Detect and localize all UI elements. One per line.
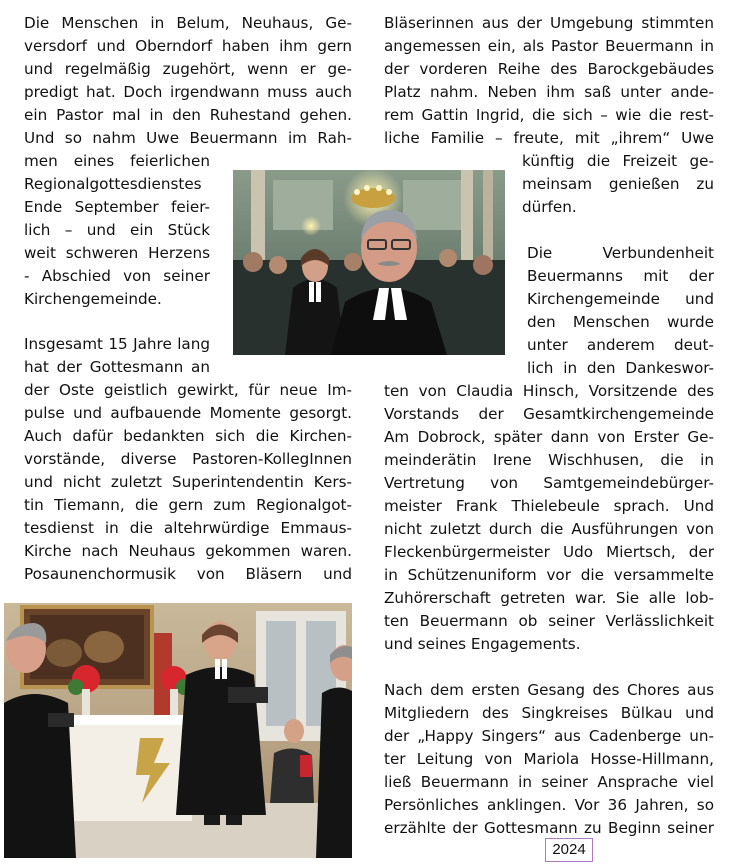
right-line-13: den Menschen wurde bbox=[527, 313, 714, 331]
left-line-2: versdorf und Oberndorf haben ihm gern bbox=[24, 37, 352, 55]
left-line-12: - Abschied von seiner bbox=[24, 267, 210, 285]
right-line-31: ter Leitung von Mariola Hosse-Hillmann, bbox=[384, 750, 714, 768]
right-line-3: der vorderen Reihe des Barockgebäudes bbox=[384, 60, 714, 78]
year-label: 2024 bbox=[545, 838, 593, 862]
right-line-11: Beuermanns mit der bbox=[527, 267, 714, 285]
right-line-34: erzählte der Gottesmann zu Beginn seiner bbox=[384, 819, 714, 837]
left-line-9: Ende September feier- bbox=[24, 198, 210, 216]
right-line-1: Bläserinnen aus der Umgebung stimmten bbox=[384, 14, 714, 32]
left-line-22: tesdienst in die altehrwürdige Emmaus- bbox=[24, 519, 352, 537]
left-line-7: men eines feierlichen bbox=[24, 152, 210, 170]
right-line-21: meister Frank Thielebeule sprach. Und bbox=[384, 497, 714, 515]
left-line-1: Die Menschen in Belum, Neuhaus, Ge- bbox=[24, 14, 352, 32]
right-line-14: unter anderem deut- bbox=[527, 336, 714, 354]
right-line-2: angemessen ein, als Pastor Beuermann in bbox=[384, 37, 714, 55]
left-line-18: Auch dafür bedankten sich die Kirchen- bbox=[24, 427, 352, 445]
left-line-21: tin Tiemann, die gern zum Regionalgot- bbox=[24, 496, 352, 514]
right-line-6: liche Familie – freute, mit „ihrem“ Uwe bbox=[384, 129, 714, 147]
right-line-10: Die Verbundenheit bbox=[527, 244, 714, 262]
right-line-30: der „Happy Singers“ aus Cadenberge un- bbox=[384, 727, 714, 745]
right-line-12: Kirchengemeinde und bbox=[527, 290, 714, 308]
left-line-4: predigt hat. Doch irgendwann muss auch bbox=[24, 83, 352, 101]
left-line-20: und nicht zuletzt Superintendentin Kers- bbox=[24, 473, 352, 491]
pastor-portrait-photo bbox=[233, 170, 505, 355]
right-line-28: Nach dem ersten Gesang des Chores aus bbox=[384, 681, 714, 699]
right-line-23: Fleckenbürgermeister Udo Miertsch, der bbox=[384, 543, 714, 561]
right-line-20: Vertretung von Samtgemeindebürger- bbox=[384, 474, 714, 492]
right-line-32: ließ Beuermann in seiner Ansprache viel bbox=[384, 773, 714, 791]
right-line-19: meinderätin Irene Wischhusen, die in bbox=[384, 451, 714, 469]
left-line-10: lich – und ein Stück bbox=[24, 221, 210, 239]
right-line-33: Persönliches anklingen. Vor 36 Jahren, so bbox=[384, 796, 714, 814]
left-line-17: pulse und aufbauende Momente gesorgt. bbox=[24, 404, 352, 422]
right-line-22: nicht zuletzt durch die Ausführungen von bbox=[384, 520, 714, 538]
left-line-23: Kirche nach Neuhaus gekommen waren. bbox=[24, 542, 352, 560]
right-line-9: dürfen. bbox=[522, 198, 577, 216]
right-line-7: künftig die Freizeit ge- bbox=[522, 152, 714, 170]
right-line-8: meinsam genießen zu bbox=[522, 175, 714, 193]
right-line-5: rem Gattin Ingrid, die sich – wie die rest- bbox=[384, 106, 714, 124]
left-line-16: der Oste geistlich gewirkt, für neue Im- bbox=[24, 381, 352, 399]
left-line-24: Posaunenchormusik von Bläsern und bbox=[24, 565, 352, 583]
right-line-4: Platz nahm. Neben ihm saß unter ande- bbox=[384, 83, 714, 101]
right-line-25: Zuhörerschaft getreten war. Sie alle lob- bbox=[384, 589, 714, 607]
right-line-24: in Schützenuniform vor die versammelte bbox=[384, 566, 714, 584]
right-line-17: Vorstands der Gesamtkirchengemeinde bbox=[384, 405, 714, 423]
left-line-14: Insgesamt 15 Jahre lang bbox=[24, 335, 210, 353]
right-line-15: lich in den Dankeswor- bbox=[527, 359, 714, 377]
left-line-15: hat der Gottesmann an bbox=[24, 358, 210, 376]
right-line-16: ten von Claudia Hinsch, Vorsitzende des bbox=[384, 382, 714, 400]
left-line-19: vorstände, diverse Pastoren-KollegInnen bbox=[24, 450, 352, 468]
right-line-29: Mitgliedern des Singkreises Bülkau und bbox=[384, 704, 714, 722]
right-line-27: und seines Engagements. bbox=[384, 635, 581, 653]
right-line-18: Am Dobrock, später dann von Erster Ge- bbox=[384, 428, 714, 446]
left-line-8: Regionalgottesdienstes bbox=[24, 175, 202, 193]
left-line-3: und regelmäßig zugehört, wenn er ge- bbox=[24, 60, 352, 78]
left-line-11: weit schweren Herzens bbox=[24, 244, 210, 262]
left-line-13: Kirchengemeinde. bbox=[24, 290, 162, 308]
left-line-5: ein Pastor mal in den Ruhestand gehen. bbox=[24, 106, 352, 124]
right-line-26: ten Beuermann ob seiner Verlässlichkeit bbox=[384, 612, 714, 630]
altar-ceremony-photo bbox=[4, 603, 352, 858]
left-line-6: Und so nahm Uwe Beuermann im Rah- bbox=[24, 129, 352, 147]
